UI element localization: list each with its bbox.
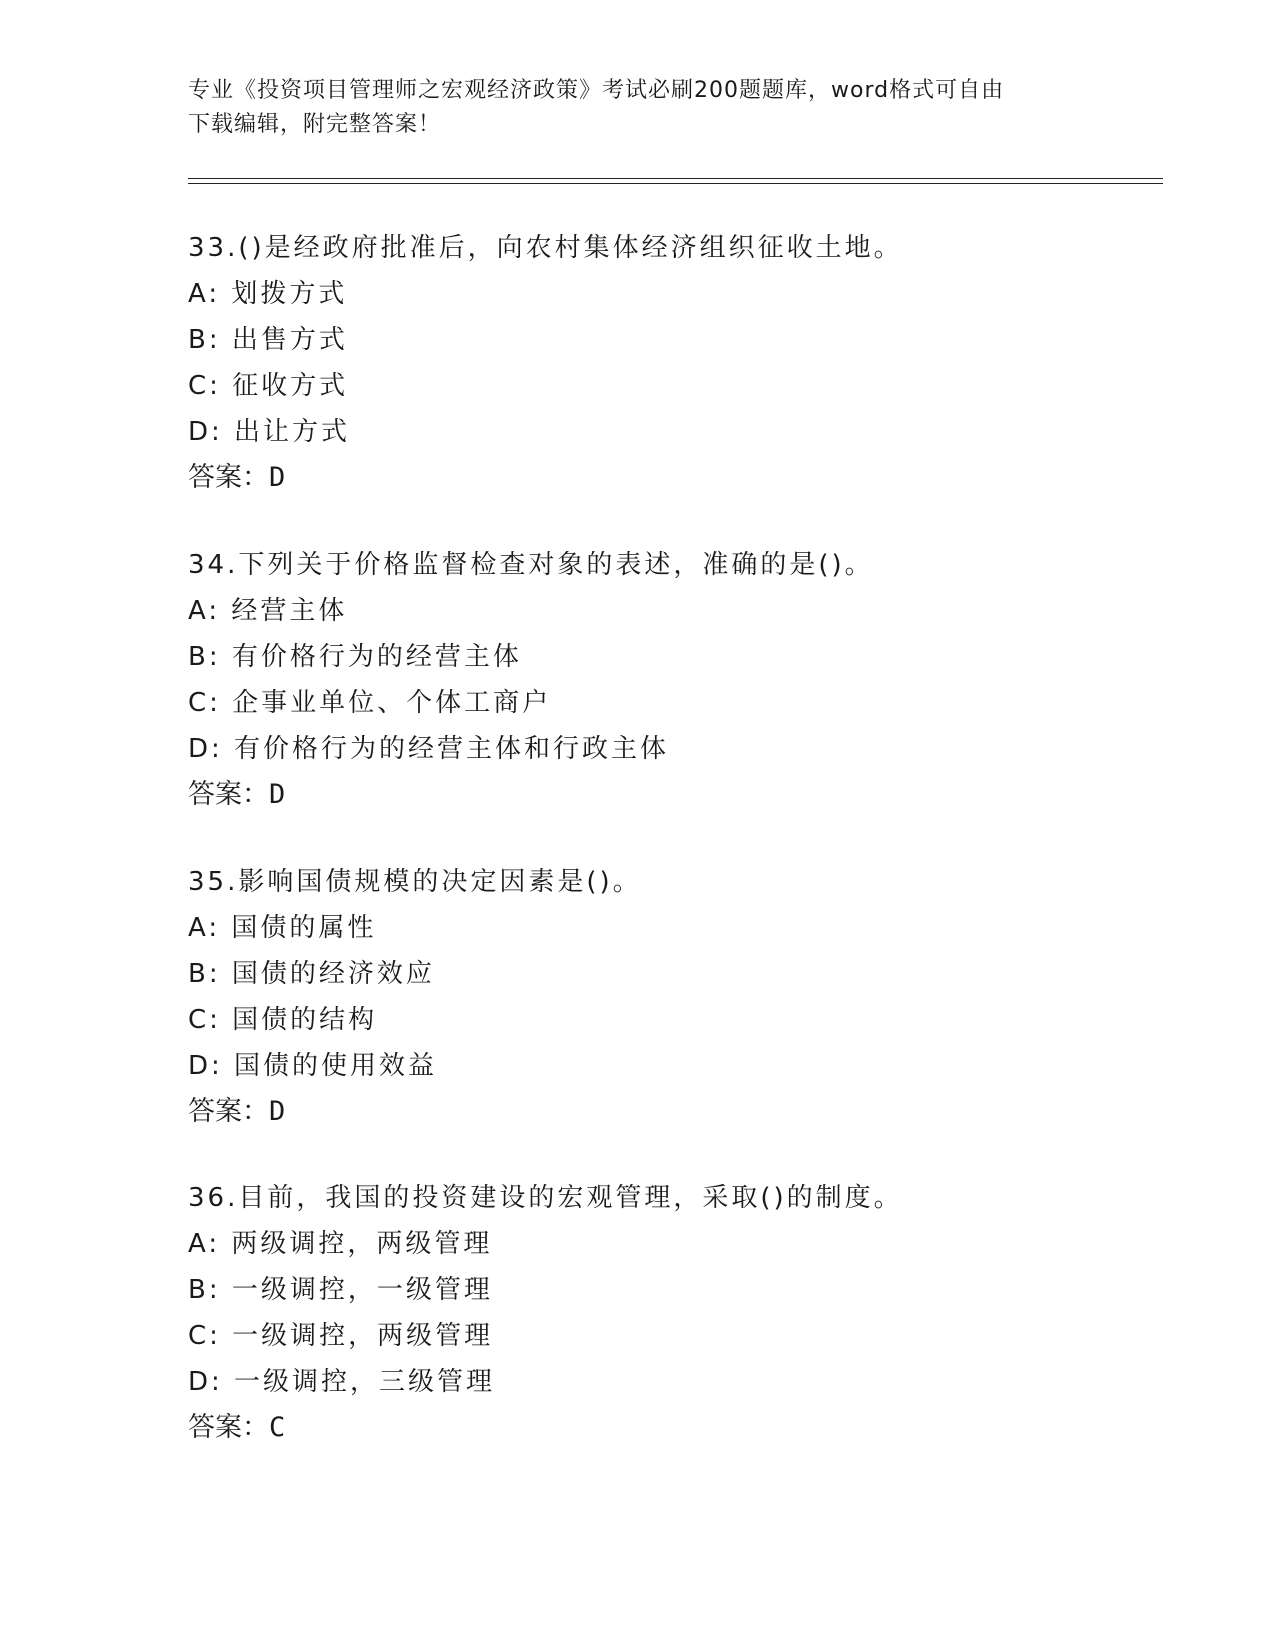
header-divider-bottom: [188, 183, 1163, 184]
option-b: B: 出售方式: [188, 325, 348, 355]
question-text: 35.影响国债规模的决定因素是()。: [188, 867, 642, 897]
header-line-1: 专业《投资项目管理师之宏观经济政策》考试必刷200题题库，word格式可自由: [188, 78, 1005, 103]
option-a: A: 两级调控，两级管理: [188, 1229, 493, 1259]
option-d: D: 一级调控，三级管理: [188, 1367, 496, 1397]
question-text: 34.下列关于价格监督检查对象的表述，准确的是()。: [188, 550, 874, 580]
option-d: D: 有价格行为的经营主体和行政主体: [188, 734, 670, 764]
option-b: B: 国债的经济效应: [188, 959, 435, 989]
option-d: D: 国债的使用效益: [188, 1051, 438, 1081]
question-36: [188, 1175, 1188, 1451]
answer-line: [188, 1089, 1188, 1135]
header-line-2: 下载编辑，附完整答案！: [188, 112, 442, 137]
option-c: C: 企事业单位、个体工商户: [188, 688, 552, 718]
answer-line: [188, 455, 1188, 501]
option-c: C: 一级调控，两级管理: [188, 1321, 494, 1351]
question-35: [188, 859, 1188, 1135]
answer-line: [188, 1405, 1188, 1451]
option-a: A: 国债的属性: [188, 913, 377, 943]
answer-label: 答案：: [188, 462, 269, 493]
answer-label: 答案：: [188, 1412, 269, 1443]
answer-label: 答案：: [188, 779, 269, 810]
answer-value: D: [269, 779, 286, 810]
option-a: A: 经营主体: [188, 596, 348, 626]
option-d: D: 出让方式: [188, 417, 351, 447]
option-b: B: 一级调控，一级管理: [188, 1275, 493, 1305]
option-c: C: 国债的结构: [188, 1005, 378, 1035]
answer-value: D: [269, 1096, 286, 1127]
answer-value: D: [269, 462, 286, 493]
option-b: B: 有价格行为的经营主体: [188, 642, 522, 672]
answer-line: [188, 772, 1188, 818]
question-text: 33.()是经政府批准后，向农村集体经济组织征收土地。: [188, 233, 903, 263]
option-c: C: 征收方式: [188, 371, 349, 401]
option-a: A: 划拨方式: [188, 279, 348, 309]
header-divider-top: [188, 178, 1163, 179]
question-33: [188, 225, 1188, 501]
document-header: [188, 74, 1088, 142]
answer-label: 答案：: [188, 1096, 269, 1127]
question-34: [188, 542, 1188, 818]
question-text: 36.目前，我国的投资建设的宏观管理，采取()的制度。: [188, 1183, 903, 1213]
answer-value: C: [269, 1412, 286, 1443]
